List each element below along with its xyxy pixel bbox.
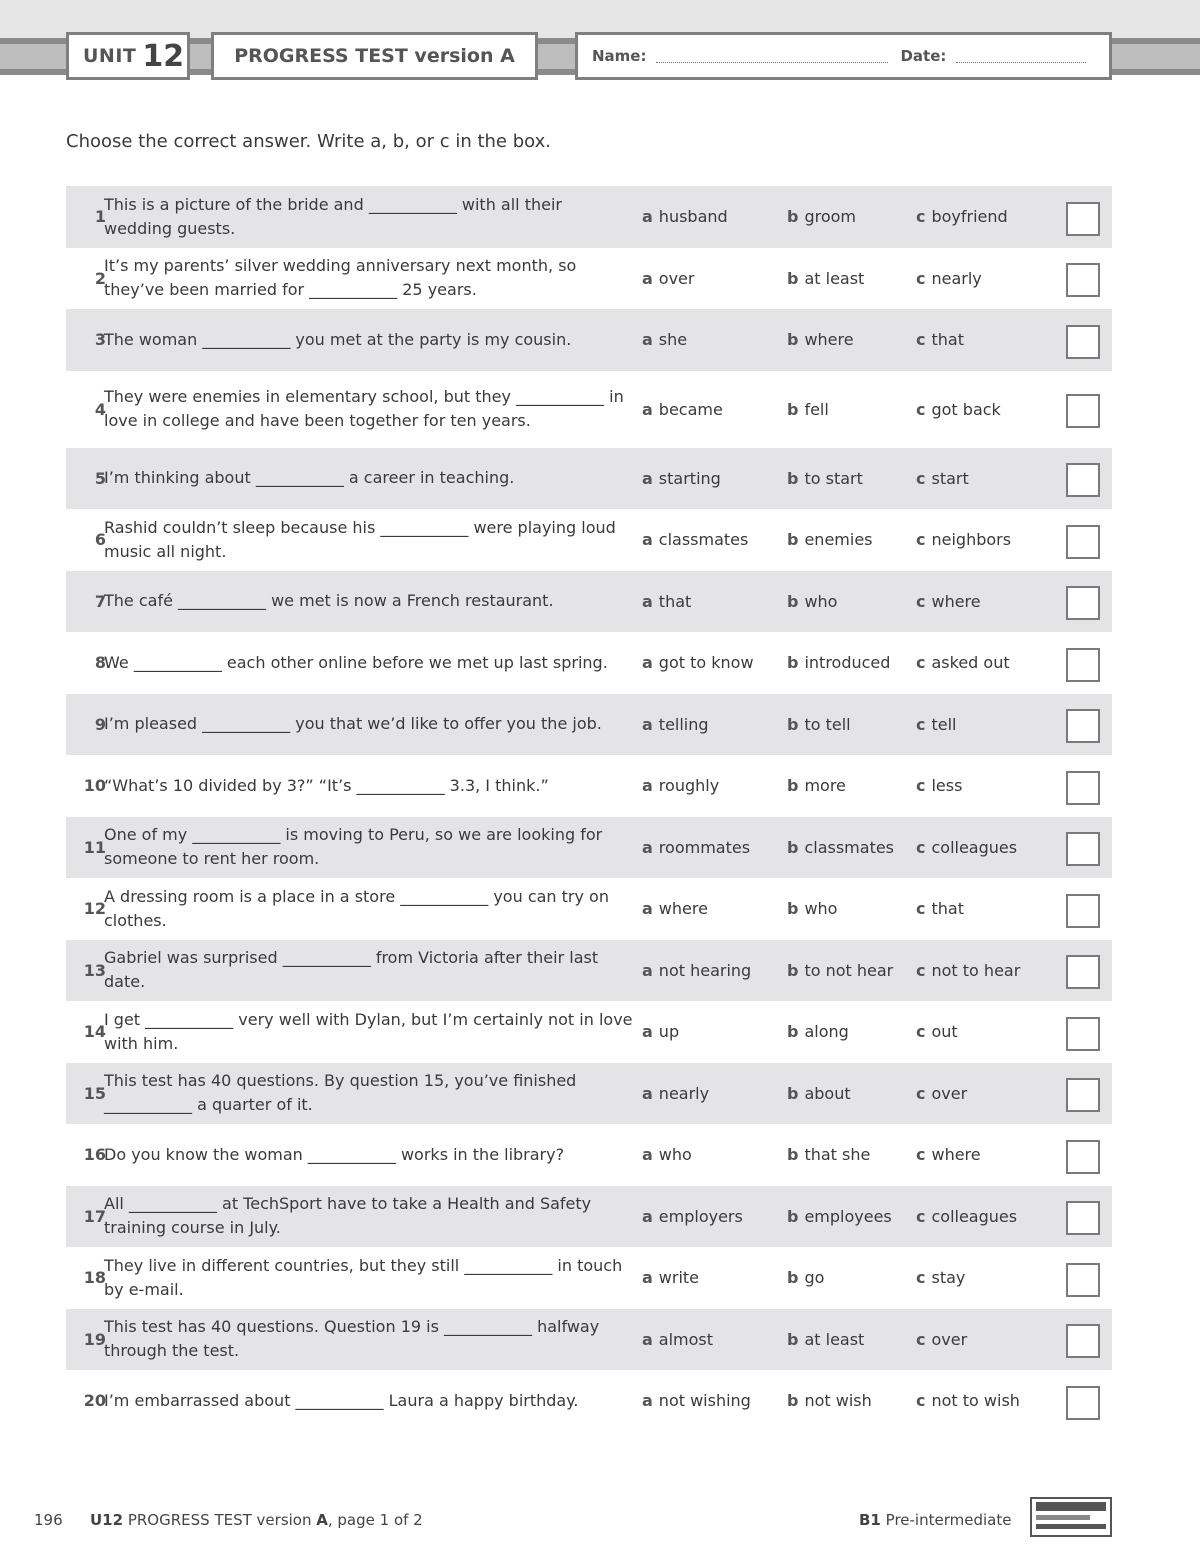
- answer-box[interactable]: [1066, 586, 1100, 620]
- option-b: [787, 940, 893, 1002]
- option-b: [787, 755, 846, 817]
- option-c: [916, 1063, 967, 1125]
- option-a: [642, 694, 709, 756]
- option-a: [642, 1247, 699, 1309]
- question-row: [66, 186, 1112, 248]
- option-c: [916, 1186, 1017, 1248]
- answer-box[interactable]: [1066, 1386, 1100, 1420]
- option-letter: b: [787, 591, 799, 611]
- question-row: [66, 248, 1112, 310]
- option-c: [916, 186, 1008, 248]
- option-a: [642, 755, 719, 817]
- question-row: [66, 940, 1112, 1002]
- option-text: almost: [658, 1329, 714, 1349]
- option-text: got back: [931, 399, 1001, 419]
- question-text: All ___________ at TechSport have to take a Health and Safety training course in July.: [104, 1194, 592, 1238]
- option-c: [916, 1124, 981, 1186]
- question-row: [66, 632, 1112, 694]
- question-text: The café ___________ we met is now a French restaurant.: [104, 591, 554, 611]
- option-text: nearly: [931, 268, 982, 288]
- question-text: I’m embarrassed about ___________ Laura a happy birthday.: [104, 1390, 579, 1410]
- question-number: 3: [94, 330, 106, 350]
- level-code: B1: [859, 1511, 881, 1529]
- question-row: [66, 371, 1112, 448]
- option-b: [787, 1247, 824, 1309]
- question-row: [66, 1001, 1112, 1063]
- answer-box[interactable]: [1066, 1140, 1100, 1174]
- page-number: 196: [34, 1511, 63, 1529]
- option-a: [642, 940, 751, 1002]
- question-row: [66, 1063, 1112, 1125]
- option-a: [642, 632, 754, 694]
- option-letter: c: [916, 653, 926, 673]
- option-a: [642, 248, 694, 310]
- question-text: Do you know the woman ___________ works in the library?: [104, 1144, 565, 1164]
- option-c: [916, 632, 1010, 694]
- option-c: [916, 571, 981, 633]
- option-letter: a: [642, 714, 653, 734]
- option-a: [642, 571, 691, 633]
- option-text: introduced: [804, 653, 891, 673]
- question-number: 19: [83, 1329, 106, 1349]
- option-b: [787, 1370, 872, 1432]
- option-letter: a: [642, 899, 653, 919]
- option-letter: b: [787, 399, 799, 419]
- option-letter: b: [787, 837, 799, 857]
- option-b: [787, 571, 837, 633]
- option-text: neighbors: [931, 530, 1012, 550]
- question-number: 8: [94, 653, 106, 673]
- option-text: out: [931, 1022, 958, 1042]
- option-letter: a: [642, 960, 653, 980]
- option-text: got to know: [658, 653, 754, 673]
- option-text: where: [804, 330, 854, 350]
- option-text: not to wish: [931, 1391, 1020, 1411]
- question-text: A dressing room is a place in a store ___________ you can try on clothes.: [104, 886, 609, 930]
- option-letter: b: [787, 268, 799, 288]
- option-text: who: [658, 1145, 692, 1165]
- question-row: [66, 694, 1112, 756]
- question-text: We ___________ each other online before we met up last spring.: [104, 652, 608, 672]
- question-row: [66, 1309, 1112, 1371]
- option-letter: b: [787, 1022, 799, 1042]
- logo-bar-bottom: [1036, 1524, 1106, 1529]
- answer-box[interactable]: [1066, 263, 1100, 297]
- footer-version: A: [316, 1511, 328, 1529]
- option-letter: b: [787, 1268, 799, 1288]
- option-text: roommates: [658, 837, 751, 857]
- option-text: to tell: [804, 714, 851, 734]
- option-text: fell: [804, 399, 829, 419]
- option-b: [787, 632, 890, 694]
- option-b: [787, 186, 856, 248]
- option-text: at least: [804, 268, 865, 288]
- option-c: [916, 248, 982, 310]
- option-a: [642, 1186, 743, 1248]
- answer-box[interactable]: [1066, 325, 1100, 359]
- option-text: she: [658, 330, 688, 350]
- option-text: over: [658, 268, 695, 288]
- option-a: [642, 371, 723, 448]
- question-text: It’s my parents’ silver wedding anniversary next month, so they’ve been married for ___________ 25 years.: [104, 256, 577, 300]
- option-text: classmates: [804, 837, 895, 857]
- option-letter: c: [916, 530, 926, 550]
- option-text: not wish: [804, 1391, 872, 1411]
- question-text: Gabriel was surprised ___________ from Victoria after their last date.: [104, 948, 599, 992]
- date-field[interactable]: [956, 49, 1086, 63]
- question-number: 14: [83, 1022, 106, 1042]
- answer-box[interactable]: [1066, 463, 1100, 497]
- option-a: [642, 1124, 692, 1186]
- option-b: [787, 509, 873, 571]
- question-row: [66, 509, 1112, 571]
- question-row: [66, 309, 1112, 371]
- option-text: along: [804, 1022, 849, 1042]
- answer-box[interactable]: [1066, 525, 1100, 559]
- personal-best-logo: [1030, 1497, 1112, 1537]
- name-field[interactable]: [656, 49, 888, 63]
- option-text: stay: [931, 1268, 966, 1288]
- option-text: employees: [804, 1206, 892, 1226]
- option-letter: c: [916, 468, 926, 488]
- option-letter: a: [642, 530, 653, 550]
- option-letter: c: [916, 399, 926, 419]
- option-letter: c: [916, 591, 926, 611]
- option-c: [916, 694, 957, 756]
- option-letter: c: [916, 714, 926, 734]
- option-letter: b: [787, 1206, 799, 1226]
- option-letter: b: [787, 530, 799, 550]
- option-text: not wishing: [658, 1391, 751, 1411]
- option-letter: a: [642, 1268, 653, 1288]
- question-text: The woman ___________ you met at the party is my cousin.: [104, 329, 572, 349]
- option-letter: a: [642, 591, 653, 611]
- option-letter: b: [787, 653, 799, 673]
- option-text: at least: [804, 1329, 865, 1349]
- question-number: 18: [83, 1268, 106, 1288]
- question-text: One of my ___________ is moving to Peru, so we are looking for someone to rent her room.: [104, 825, 603, 869]
- option-text: husband: [658, 207, 728, 227]
- question-number: 16: [83, 1145, 106, 1165]
- answer-box[interactable]: [1066, 709, 1100, 743]
- footer-page-info: , page 1 of 2: [327, 1511, 423, 1529]
- question-row: [66, 817, 1112, 879]
- footer-unit-code: U12: [90, 1511, 124, 1529]
- level-name: Pre-intermediate: [885, 1511, 1012, 1529]
- option-letter: b: [787, 330, 799, 350]
- option-letter: c: [916, 960, 926, 980]
- option-c: [916, 371, 1001, 448]
- answer-box[interactable]: [1066, 202, 1100, 236]
- option-letter: a: [642, 330, 653, 350]
- option-a: [642, 509, 748, 571]
- question-number: 17: [83, 1206, 106, 1226]
- option-letter: b: [787, 714, 799, 734]
- option-a: [642, 1370, 751, 1432]
- question-row: [66, 755, 1112, 817]
- option-text: tell: [931, 714, 957, 734]
- option-text: more: [804, 776, 846, 796]
- option-text: where: [931, 591, 981, 611]
- option-letter: b: [787, 468, 799, 488]
- unit-box: [66, 32, 190, 80]
- option-letter: c: [916, 1145, 926, 1165]
- question-row: [66, 1186, 1112, 1248]
- test-title: PROGRESS TEST version A: [234, 45, 515, 67]
- option-b: [787, 1186, 892, 1248]
- option-text: starting: [658, 468, 721, 488]
- question-text: Rashid couldn’t sleep because his ___________ were playing loud music all night.: [104, 517, 616, 561]
- footer-title: [90, 1511, 423, 1529]
- option-c: [916, 817, 1017, 879]
- option-letter: a: [642, 268, 653, 288]
- option-text: groom: [804, 207, 856, 227]
- option-letter: a: [642, 1083, 653, 1103]
- option-text: enemies: [804, 530, 873, 550]
- question-number: 15: [83, 1083, 106, 1103]
- option-c: [916, 1309, 967, 1371]
- question-number: 4: [94, 399, 106, 419]
- option-letter: a: [642, 1145, 653, 1165]
- option-letter: b: [787, 1145, 799, 1165]
- option-text: colleagues: [931, 837, 1018, 857]
- level-label: [859, 1511, 1011, 1529]
- question-row: [66, 1370, 1112, 1432]
- option-letter: c: [916, 1022, 926, 1042]
- question-text: They live in different countries, but they still ___________ in touch by e-mail.: [104, 1255, 623, 1299]
- option-text: telling: [658, 714, 709, 734]
- date-label: Date:: [900, 47, 947, 65]
- option-a: [642, 817, 750, 879]
- option-text: up: [658, 1022, 680, 1042]
- option-letter: c: [916, 899, 926, 919]
- question-row: [66, 571, 1112, 633]
- option-text: write: [658, 1268, 700, 1288]
- footer: [34, 1505, 1114, 1537]
- option-letter: c: [916, 837, 926, 857]
- question-row: [66, 1247, 1112, 1309]
- option-a: [642, 1063, 709, 1125]
- option-c: [916, 1370, 1020, 1432]
- option-letter: a: [642, 1206, 653, 1226]
- option-letter: a: [642, 399, 653, 419]
- option-letter: c: [916, 1268, 926, 1288]
- option-b: [787, 1063, 851, 1125]
- question-number: 11: [83, 837, 106, 857]
- unit-number: 12: [142, 38, 185, 74]
- option-c: [916, 509, 1011, 571]
- question-number: 2: [94, 268, 106, 288]
- option-c: [916, 309, 964, 371]
- option-text: who: [804, 591, 838, 611]
- answer-box[interactable]: [1066, 648, 1100, 682]
- option-letter: c: [916, 776, 926, 796]
- option-letter: b: [787, 1083, 799, 1103]
- option-letter: a: [642, 207, 653, 227]
- footer-title-mid: PROGRESS TEST version: [127, 1511, 312, 1529]
- option-letter: a: [642, 653, 653, 673]
- option-c: [916, 448, 969, 510]
- option-text: boyfriend: [931, 207, 1008, 227]
- option-text: where: [931, 1145, 981, 1165]
- question-number: 5: [94, 468, 106, 488]
- logo-bar-top: [1036, 1502, 1106, 1511]
- question-text: “What’s 10 divided by 3?” “It’s ___________ 3.3, I think.”: [104, 775, 549, 795]
- option-text: where: [658, 899, 708, 919]
- name-date-box: [575, 32, 1112, 80]
- answer-box[interactable]: [1066, 955, 1100, 989]
- option-letter: b: [787, 776, 799, 796]
- question-list: [66, 186, 1112, 1432]
- question-number: 6: [94, 530, 106, 550]
- option-c: [916, 1001, 958, 1063]
- option-text: not hearing: [658, 960, 752, 980]
- question-row: [66, 1124, 1112, 1186]
- option-c: [916, 878, 964, 940]
- option-letter: b: [787, 899, 799, 919]
- option-letter: b: [787, 1391, 799, 1411]
- question-row: [66, 448, 1112, 510]
- option-text: start: [931, 468, 969, 488]
- option-letter: c: [916, 268, 926, 288]
- option-letter: b: [787, 1329, 799, 1349]
- question-text: This test has 40 questions. By question 15, you’ve finished ___________ a quarter of it.: [104, 1071, 577, 1115]
- option-letter: b: [787, 960, 799, 980]
- question-text: I’m thinking about ___________ a career in teaching.: [104, 468, 515, 488]
- question-number: 7: [94, 591, 106, 611]
- option-b: [787, 248, 864, 310]
- answer-box[interactable]: [1066, 1017, 1100, 1051]
- test-title-box: [211, 32, 538, 80]
- question-number: 12: [83, 899, 106, 919]
- question-number: 10: [83, 776, 106, 796]
- option-a: [642, 1001, 679, 1063]
- question-number: 9: [94, 714, 106, 734]
- option-text: about: [804, 1083, 851, 1103]
- option-text: classmates: [658, 530, 749, 550]
- question-number: 1: [94, 207, 106, 227]
- question-row: [66, 878, 1112, 940]
- option-text: that she: [804, 1145, 871, 1165]
- option-c: [916, 755, 962, 817]
- question-number: 13: [83, 960, 106, 980]
- answer-box[interactable]: [1066, 894, 1100, 928]
- option-text: over: [931, 1329, 968, 1349]
- option-b: [787, 1001, 849, 1063]
- option-b: [787, 878, 837, 940]
- option-a: [642, 878, 708, 940]
- option-text: that: [931, 899, 964, 919]
- option-text: over: [931, 1083, 968, 1103]
- option-letter: a: [642, 1022, 653, 1042]
- option-letter: a: [642, 837, 653, 857]
- instruction: Choose the correct answer. Write a, b, or c in the box.: [66, 131, 551, 152]
- option-a: [642, 309, 687, 371]
- option-letter: c: [916, 1206, 926, 1226]
- option-text: roughly: [658, 776, 720, 796]
- option-b: [787, 448, 863, 510]
- option-b: [787, 1124, 870, 1186]
- option-letter: b: [787, 207, 799, 227]
- option-text: that: [931, 330, 964, 350]
- option-text: that: [658, 591, 692, 611]
- option-letter: c: [916, 1391, 926, 1411]
- logo-bar-middle: [1036, 1515, 1090, 1520]
- answer-box[interactable]: [1066, 832, 1100, 866]
- option-text: not to hear: [931, 960, 1021, 980]
- option-text: employers: [658, 1206, 743, 1226]
- option-text: asked out: [931, 653, 1010, 673]
- answer-box[interactable]: [1066, 1201, 1100, 1235]
- answer-box[interactable]: [1066, 1324, 1100, 1358]
- question-number: 20: [83, 1391, 106, 1411]
- option-letter: a: [642, 1329, 653, 1349]
- option-a: [642, 448, 721, 510]
- unit-word: UNIT: [83, 45, 137, 67]
- question-text: I’m pleased ___________ you that we’d like to offer you the job.: [104, 714, 602, 734]
- question-text: This is a picture of the bride and ___________ with all their wedding guests.: [104, 194, 562, 238]
- name-label: Name:: [592, 47, 647, 65]
- option-text: who: [804, 899, 838, 919]
- option-letter: c: [916, 1083, 926, 1103]
- answer-box[interactable]: [1066, 394, 1100, 428]
- option-text: to not hear: [804, 960, 894, 980]
- option-letter: a: [642, 1391, 653, 1411]
- option-b: [787, 371, 829, 448]
- answer-box[interactable]: [1066, 771, 1100, 805]
- option-letter: a: [642, 468, 653, 488]
- option-letter: c: [916, 207, 926, 227]
- option-c: [916, 1247, 965, 1309]
- answer-box[interactable]: [1066, 1263, 1100, 1297]
- option-a: [642, 186, 728, 248]
- option-b: [787, 694, 851, 756]
- question-text: They were enemies in elementary school, but they ___________ in love in college and have been together for ten years.: [104, 387, 624, 430]
- option-text: became: [658, 399, 723, 419]
- option-b: [787, 1309, 864, 1371]
- answer-box[interactable]: [1066, 1078, 1100, 1112]
- question-text: I get ___________ very well with Dylan, but I’m certainly not in love with him.: [104, 1009, 633, 1053]
- option-text: colleagues: [931, 1206, 1018, 1226]
- option-letter: c: [916, 330, 926, 350]
- option-c: [916, 940, 1020, 1002]
- option-text: go: [804, 1268, 825, 1288]
- option-b: [787, 817, 894, 879]
- option-text: to start: [804, 468, 863, 488]
- question-text: This test has 40 questions. Question 19 is ___________ halfway through the test.: [104, 1317, 600, 1361]
- option-a: [642, 1309, 713, 1371]
- option-text: nearly: [658, 1083, 710, 1103]
- option-text: less: [931, 776, 963, 796]
- option-letter: a: [642, 776, 653, 796]
- option-b: [787, 309, 854, 371]
- option-letter: c: [916, 1329, 926, 1349]
